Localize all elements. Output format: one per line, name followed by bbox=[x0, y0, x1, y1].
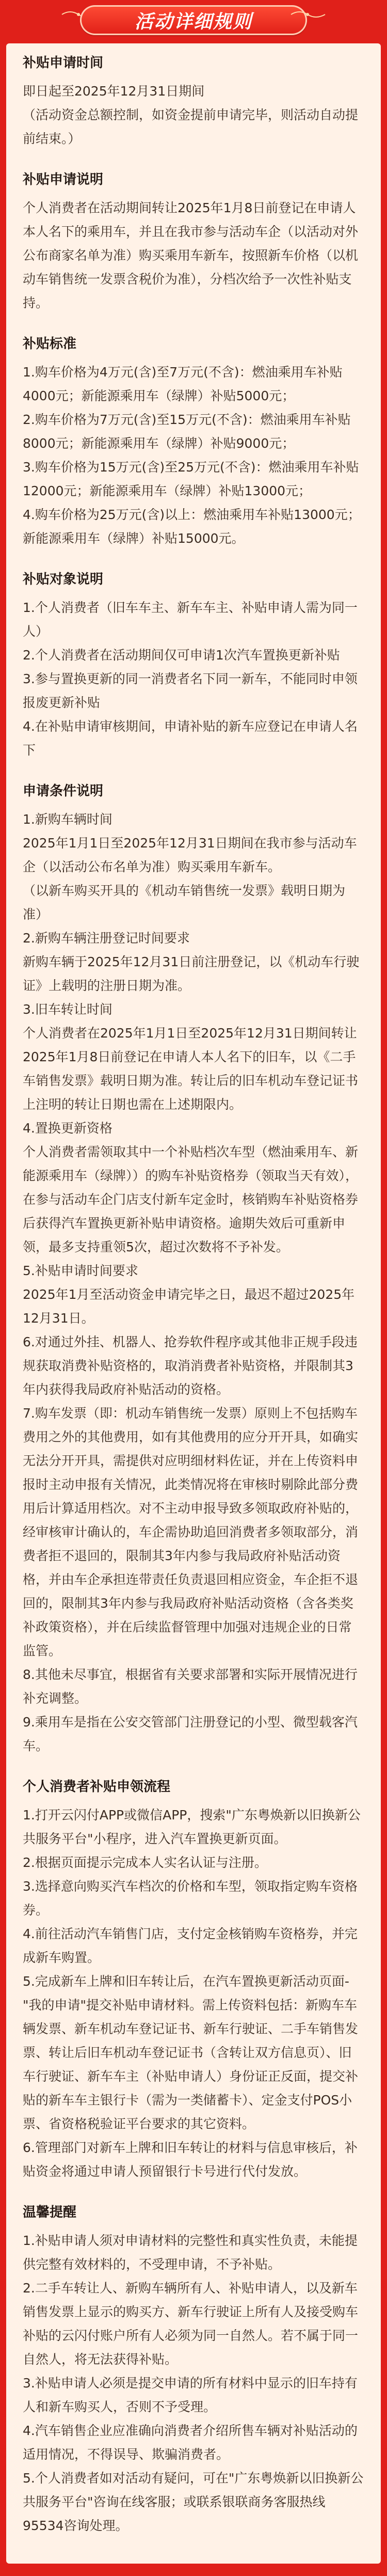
section-title: 温馨提醒 bbox=[23, 2205, 77, 2220]
section-application-time bbox=[23, 54, 364, 151]
section-title: 申请条件说明 bbox=[23, 783, 104, 799]
section-application-conditions bbox=[23, 782, 364, 1758]
section-paragraph: 6.管理部门对新车上牌和旧车转让的材料与信息审核后，补贴资金将通过申请人预留银行卡号进行代付发放。 bbox=[23, 2140, 358, 2179]
section-reminders bbox=[23, 2203, 364, 2538]
section-paragraph: 1.新购车辆时间 bbox=[23, 812, 112, 827]
section-paragraph: 个人消费者在活动期间转让2025年1月8日前登记在申请人本人名下的乘用车，并且在我市参与活动车企（以活动对外公布商家名单为准）购买乘用车新车，按照新车价格（以机动车销售统一发票含税价为准），分档次给予一次性补贴支持。 bbox=[23, 200, 359, 310]
section-paragraph: 2025年1月1日至2025年12月31日期间在我市参与活动车企（以活动公布名单为准）购买乘用车新车。 bbox=[23, 836, 357, 874]
page-title bbox=[80, 5, 307, 35]
section-paragraph: 5.个人消费者如对活动有疑问，可在"广东粤焕新以旧换新公共服务平台"咨询在线客服；或联系银联商务客服热线95534咨询处理。 bbox=[23, 2471, 364, 2533]
section-title: 补贴申请时间 bbox=[23, 55, 104, 71]
section-paragraph: 1.购车价格为4万元(含)至7万元(不含)：燃油乘用车补贴4000元；新能源乘用车（绿牌）补贴5000元； bbox=[23, 365, 343, 403]
section-eligible-persons bbox=[23, 570, 364, 762]
section-title: 补贴对象说明 bbox=[23, 572, 104, 587]
section-paragraph: 2.购车价格为7万元(含)至15万元(不含)：燃油乘用车补贴8000元；新能源乘用车（绿牌）补贴9000元； bbox=[23, 412, 351, 451]
section-paragraph: 即日起至2025年12月31日期间 bbox=[23, 84, 205, 99]
section-paragraph: 6.对通过外挂、机器人、抢券软件程序或其他非正规手段违规获取消费补贴资格的，取消消费者补贴资格，并限制其3年内获得我局政府补贴活动的资格。 bbox=[23, 1334, 358, 1397]
section-paragraph: 4.在补贴申请审核期间，申请补贴的新车应登记在申请人名下 bbox=[23, 719, 358, 758]
section-application-process bbox=[23, 1778, 364, 2184]
rules-card bbox=[6, 43, 381, 2564]
section-paragraph: 5.补贴申请时间要求 bbox=[23, 1263, 138, 1278]
section-paragraph: （活动资金总额控制，如资金提前申请完毕，则活动自动提前结束。） bbox=[23, 107, 359, 146]
section-paragraph: （以新车购买开具的《机动车销售统一发票》载明日期为准） bbox=[23, 883, 346, 922]
section-paragraph: 4.置换更新资格 bbox=[23, 1121, 112, 1136]
right-ornament-icon bbox=[290, 9, 326, 20]
section-paragraph: 个人消费者在2025年1月1日至2025年12月31日期间转让2025年1月8日前登记在申请人本人名下的旧车，以《二手车销售发票》载明日期为准。转让后的旧车机动车登记证书上注明的转让日期也需在上述期限内。 bbox=[23, 1026, 359, 1112]
section-paragraph: 个人消费者需领取其中一个补贴档次车型（燃油乘用车、新能源乘用车（绿牌））的购车补贴资格券（领取当天有效），在参与活动车企门店支付新车定金时，核销购车补贴资格券后获得汽车置换更新补贴申请资格。逾期失效后可重新申领，最多支持重领5次，超过次数将不予补发。 bbox=[23, 1144, 359, 1254]
section-paragraph: 3.旧车转让时间 bbox=[23, 1002, 112, 1017]
section-paragraph: 8.其他未尽事宜，根据省有关要求部署和实际开展情况进行补充调整。 bbox=[23, 1667, 358, 1706]
page-title-text: 活动详细规则 bbox=[134, 11, 252, 33]
section-paragraph: 3.参与置换更新的同一消费者名下同一新车，不能同时申领报废更新补贴 bbox=[23, 671, 358, 710]
section-title: 个人消费者补贴申领流程 bbox=[23, 1779, 171, 1795]
section-paragraph: 2.二手车转让人、新购车辆所有人、补贴申请人，以及新车销售发票上显示的购买方、新车行驶证上所有人及接受购车补贴的云闪付账户所有人必须为同一自然人。若不属于同一自然人，将无法获得补贴。 bbox=[23, 2281, 359, 2367]
section-paragraph: 2025年1月至活动资金申请完毕之日，最迟不超过2025年12月31日。 bbox=[23, 1287, 355, 1326]
section-paragraph: 3.购车价格为15万元(含)至25万元(不含)：燃油乘用车补贴12000元；新能源乘用车（绿牌）补贴13000元； bbox=[23, 460, 359, 498]
section-paragraph: 9.乘用车是指在公安交管部门注册登记的小型、微型载客汽车。 bbox=[23, 1715, 358, 1753]
section-subsidy-standard bbox=[23, 335, 364, 551]
section-paragraph: 4.购车价格为25万元(含)以上：燃油乘用车补贴13000元；新能源乘用车（绿牌）补贴15000元。 bbox=[23, 507, 361, 546]
section-paragraph: 4.汽车销售企业应准确向消费者介绍所售车辆对补贴活动的适用情况，不得误导、欺骗消费者。 bbox=[23, 2423, 358, 2462]
section-title: 补贴标准 bbox=[23, 336, 77, 352]
section-paragraph: 4.前往活动汽车销售门店，支付定金核销购车资格券，并完成新车购置。 bbox=[23, 1926, 358, 1965]
section-paragraph: 1.个人消费者（旧车车主、新车车主、补贴申请人需为同一人） bbox=[23, 600, 358, 639]
section-paragraph: 1.打开云闪付APP或微信APP，搜索"广东粤焕新以旧换新公共服务平台"小程序，进入汽车置换更新页面。 bbox=[23, 1808, 361, 1846]
section-paragraph: 3.补贴申请人必须是提交申请的所有材料中显示的旧车持有人和新车购买人，否则不予受理。 bbox=[23, 2376, 358, 2414]
section-paragraph: 2.新购车辆注册登记时间要求 bbox=[23, 931, 190, 946]
section-paragraph: 5.完成新车上牌和旧车转让后，在汽车置换更新活动页面-"我的申请"提交补贴申请材料。需上传资料包括：新购车车辆发票、新车机动车登记证书、新车行驶证、二手车销售发票、转让后旧车机动车登记证书（含转让双方信息页）、旧车行驶证、新车车主（补贴申请人）身份证正反面，提交补贴的新车车主银行卡（需为一类储蓄卡）、定金支付POS小票、省资格税验证平台要求的其它资料。 bbox=[23, 1974, 359, 2131]
section-paragraph: 2.个人消费者在活动期间仅可申请1次汽车置换更新补贴 bbox=[23, 648, 340, 663]
section-paragraph: 2.根据页面提示完成本人实名认证与注册。 bbox=[23, 1855, 267, 1870]
header bbox=[0, 0, 387, 40]
section-paragraph: 3.选择意向购买汽车档次的价格和车型，领取指定购车资格券。 bbox=[23, 1879, 358, 1918]
section-paragraph: 7.购车发票（即：机动车销售统一发票）原则上不包括购车费用之外的其他费用，如有其他费用的应分开开具，如确实无法分开开具，需提供对应明细材料佐证，并在上传资料申报时主动申报有关情况，此类情况将在审核时剔除此部分费用后计算适用档次。对不主动申报导致多领取政府补贴的，经审核审计确认的，车企需协助追回消费者多领取部分，消费者拒不退回的，限制其3年内参与我局政府补贴活动资格，并由车企承担连带责任负责退回相应资金，车企拒不退回的，限制其3年内参与我局政府补贴活动资格（含各类奖补政策资格），并在后续监督管理中加强对违规企业的日常监管。 bbox=[23, 1406, 359, 1658]
section-paragraph: 1.补贴申请人须对申请材料的完整性和真实性负责，未能提供完整有效材料的，不受理申请，不予补贴。 bbox=[23, 2233, 358, 2272]
section-application-description bbox=[23, 170, 364, 315]
section-title: 补贴申请说明 bbox=[23, 172, 104, 187]
section-paragraph: 新购车辆于2025年12月31日前注册登记，以《机动车行驶证》上载明的注册日期为准。 bbox=[23, 954, 360, 993]
